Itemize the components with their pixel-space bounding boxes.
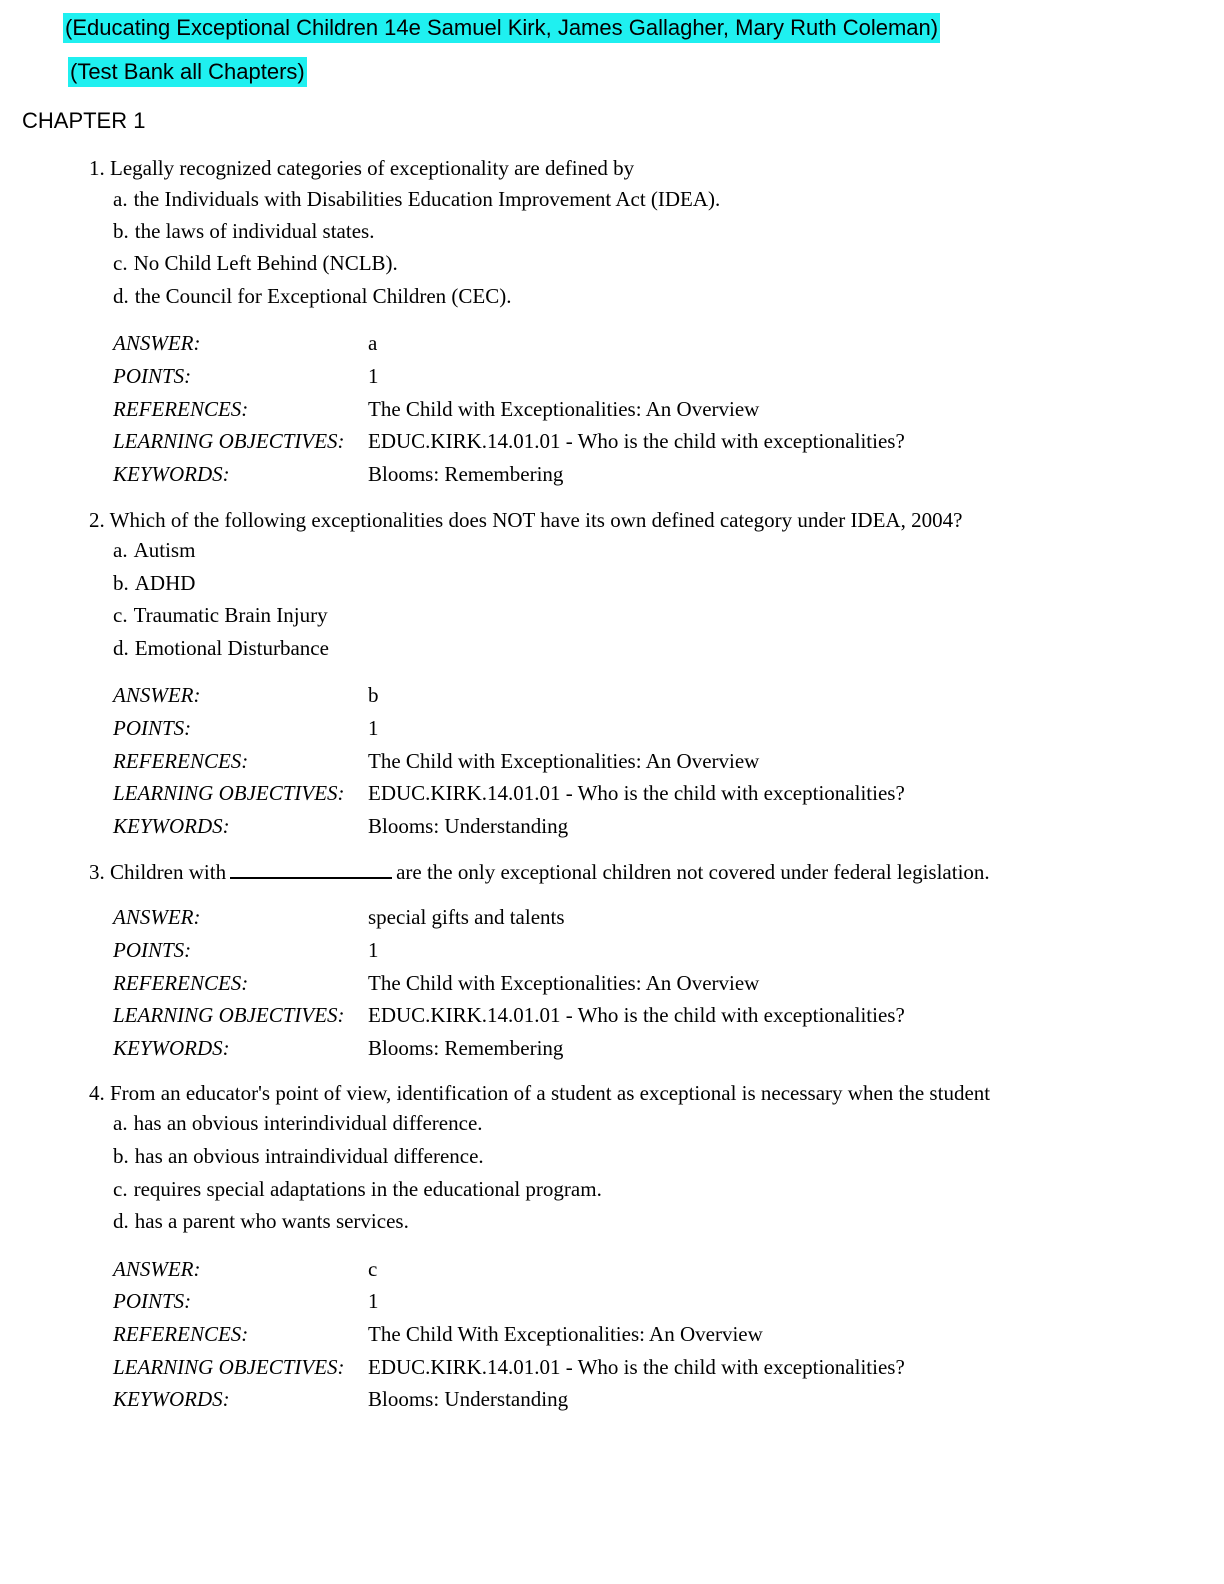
keywords-value: Blooms: Understanding xyxy=(368,814,569,838)
answer-value: b xyxy=(368,683,379,707)
keywords-label: KEYWORDS: xyxy=(113,1387,230,1411)
option-text: Traumatic Brain Injury xyxy=(133,603,328,627)
references-label: REFERENCES: xyxy=(113,749,249,773)
references-value: The Child With Exceptionalities: An Overview xyxy=(368,1322,763,1346)
keywords-value: Blooms: Remembering xyxy=(368,1036,564,1060)
option-a xyxy=(113,1110,483,1136)
option-d xyxy=(113,635,329,661)
option-text: the laws of individual states. xyxy=(134,219,375,243)
objectives-label: LEARNING OBJECTIVES: xyxy=(113,429,345,453)
option-b xyxy=(113,218,374,244)
option-letter: a. xyxy=(113,1111,128,1135)
option-c xyxy=(113,250,398,276)
objectives-label: LEARNING OBJECTIVES: xyxy=(113,1003,345,1027)
points-value: 1 xyxy=(368,364,379,388)
references-value: The Child with Exceptionalities: An Overview xyxy=(368,397,760,421)
answer-label: ANSWER: xyxy=(113,905,201,929)
points-value: 1 xyxy=(368,1289,379,1313)
option-letter: c. xyxy=(113,1177,128,1201)
option-text: ADHD xyxy=(134,571,196,595)
option-b xyxy=(113,1143,484,1169)
references-value: The Child with Exceptionalities: An Overview xyxy=(368,749,760,773)
option-letter: b. xyxy=(113,219,129,243)
option-b xyxy=(113,570,195,596)
option-letter: b. xyxy=(113,1144,129,1168)
keywords-value: Blooms: Understanding xyxy=(368,1387,569,1411)
fill-in-blank xyxy=(230,861,392,879)
objectives-value: EDUC.KIRK.14.01.01 - Who is the child with exceptionalities? xyxy=(368,781,905,805)
option-c xyxy=(113,602,328,628)
question-text-before: Children with xyxy=(110,860,227,884)
option-letter: c. xyxy=(113,603,128,627)
option-d xyxy=(113,1208,409,1234)
references-label: REFERENCES: xyxy=(113,1322,249,1346)
question-stem xyxy=(89,1080,990,1106)
question-number: 4. xyxy=(89,1081,105,1105)
references-value: The Child with Exceptionalities: An Overview xyxy=(368,971,760,995)
option-letter: d. xyxy=(113,636,129,660)
option-text: No Child Left Behind (NCLB). xyxy=(133,251,398,275)
question-text: Legally recognized categories of exceptionality are defined by xyxy=(110,156,635,180)
option-text: requires special adaptations in the educational program. xyxy=(133,1177,602,1201)
points-label: POINTS: xyxy=(113,364,192,388)
option-text: the Council for Exceptional Children (CEC). xyxy=(134,284,512,308)
question-number: 3. xyxy=(89,860,105,884)
option-letter: a. xyxy=(113,187,128,211)
references-label: REFERENCES: xyxy=(113,971,249,995)
references-label: REFERENCES: xyxy=(113,397,249,421)
points-label: POINTS: xyxy=(113,1289,192,1313)
question-text: Which of the following exceptionalities does NOT have its own defined category under IDEA, 2004? xyxy=(109,508,963,532)
answer-value: c xyxy=(368,1257,378,1281)
keywords-label: KEYWORDS: xyxy=(113,462,230,486)
option-text: has an obvious intraindividual difference. xyxy=(134,1144,484,1168)
question-number: 2. xyxy=(89,508,105,532)
option-letter: d. xyxy=(113,1209,129,1233)
answer-label: ANSWER: xyxy=(113,1257,201,1281)
points-value: 1 xyxy=(368,716,379,740)
option-text: the Individuals with Disabilities Education Improvement Act (IDEA). xyxy=(133,187,721,211)
question-text-after: are the only exceptional children not covered under federal legislation. xyxy=(396,860,990,884)
chapter-heading: CHAPTER 1 xyxy=(22,108,146,133)
answer-value: a xyxy=(368,331,378,355)
objectives-value: EDUC.KIRK.14.01.01 - Who is the child with exceptionalities? xyxy=(368,429,905,453)
objectives-value: EDUC.KIRK.14.01.01 - Who is the child with exceptionalities? xyxy=(368,1355,905,1379)
option-letter: b. xyxy=(113,571,129,595)
objectives-label: LEARNING OBJECTIVES: xyxy=(113,1355,345,1379)
option-text: has an obvious interindividual difference. xyxy=(133,1111,483,1135)
question-text: From an educator's point of view, identification of a student as exceptional is necessary when the student xyxy=(110,1081,991,1105)
points-label: POINTS: xyxy=(113,716,192,740)
objectives-label: LEARNING OBJECTIVES: xyxy=(113,781,345,805)
option-text: has a parent who wants services. xyxy=(134,1209,409,1233)
option-letter: a. xyxy=(113,538,128,562)
question-stem xyxy=(89,859,990,885)
option-letter: d. xyxy=(113,284,129,308)
answer-value: special gifts and talents xyxy=(368,905,565,929)
question-stem xyxy=(89,155,634,181)
document-subtitle: (Test Bank all Chapters) xyxy=(68,57,307,87)
option-a xyxy=(113,537,195,563)
option-text: Autism xyxy=(133,538,196,562)
keywords-label: KEYWORDS: xyxy=(113,1036,230,1060)
option-c xyxy=(113,1176,602,1202)
points-label: POINTS: xyxy=(113,938,192,962)
answer-label: ANSWER: xyxy=(113,683,201,707)
question-stem xyxy=(89,507,962,533)
option-d xyxy=(113,283,512,309)
option-letter: c. xyxy=(113,251,128,275)
objectives-value: EDUC.KIRK.14.01.01 - Who is the child with exceptionalities? xyxy=(368,1003,905,1027)
question-number: 1. xyxy=(89,156,105,180)
document-title: (Educating Exceptional Children 14e Samuel Kirk, James Gallagher, Mary Ruth Coleman) xyxy=(63,13,940,43)
keywords-label: KEYWORDS: xyxy=(113,814,230,838)
answer-label: ANSWER: xyxy=(113,331,201,355)
option-text: Emotional Disturbance xyxy=(134,636,329,660)
points-value: 1 xyxy=(368,938,379,962)
option-a xyxy=(113,186,720,212)
keywords-value: Blooms: Remembering xyxy=(368,462,564,486)
